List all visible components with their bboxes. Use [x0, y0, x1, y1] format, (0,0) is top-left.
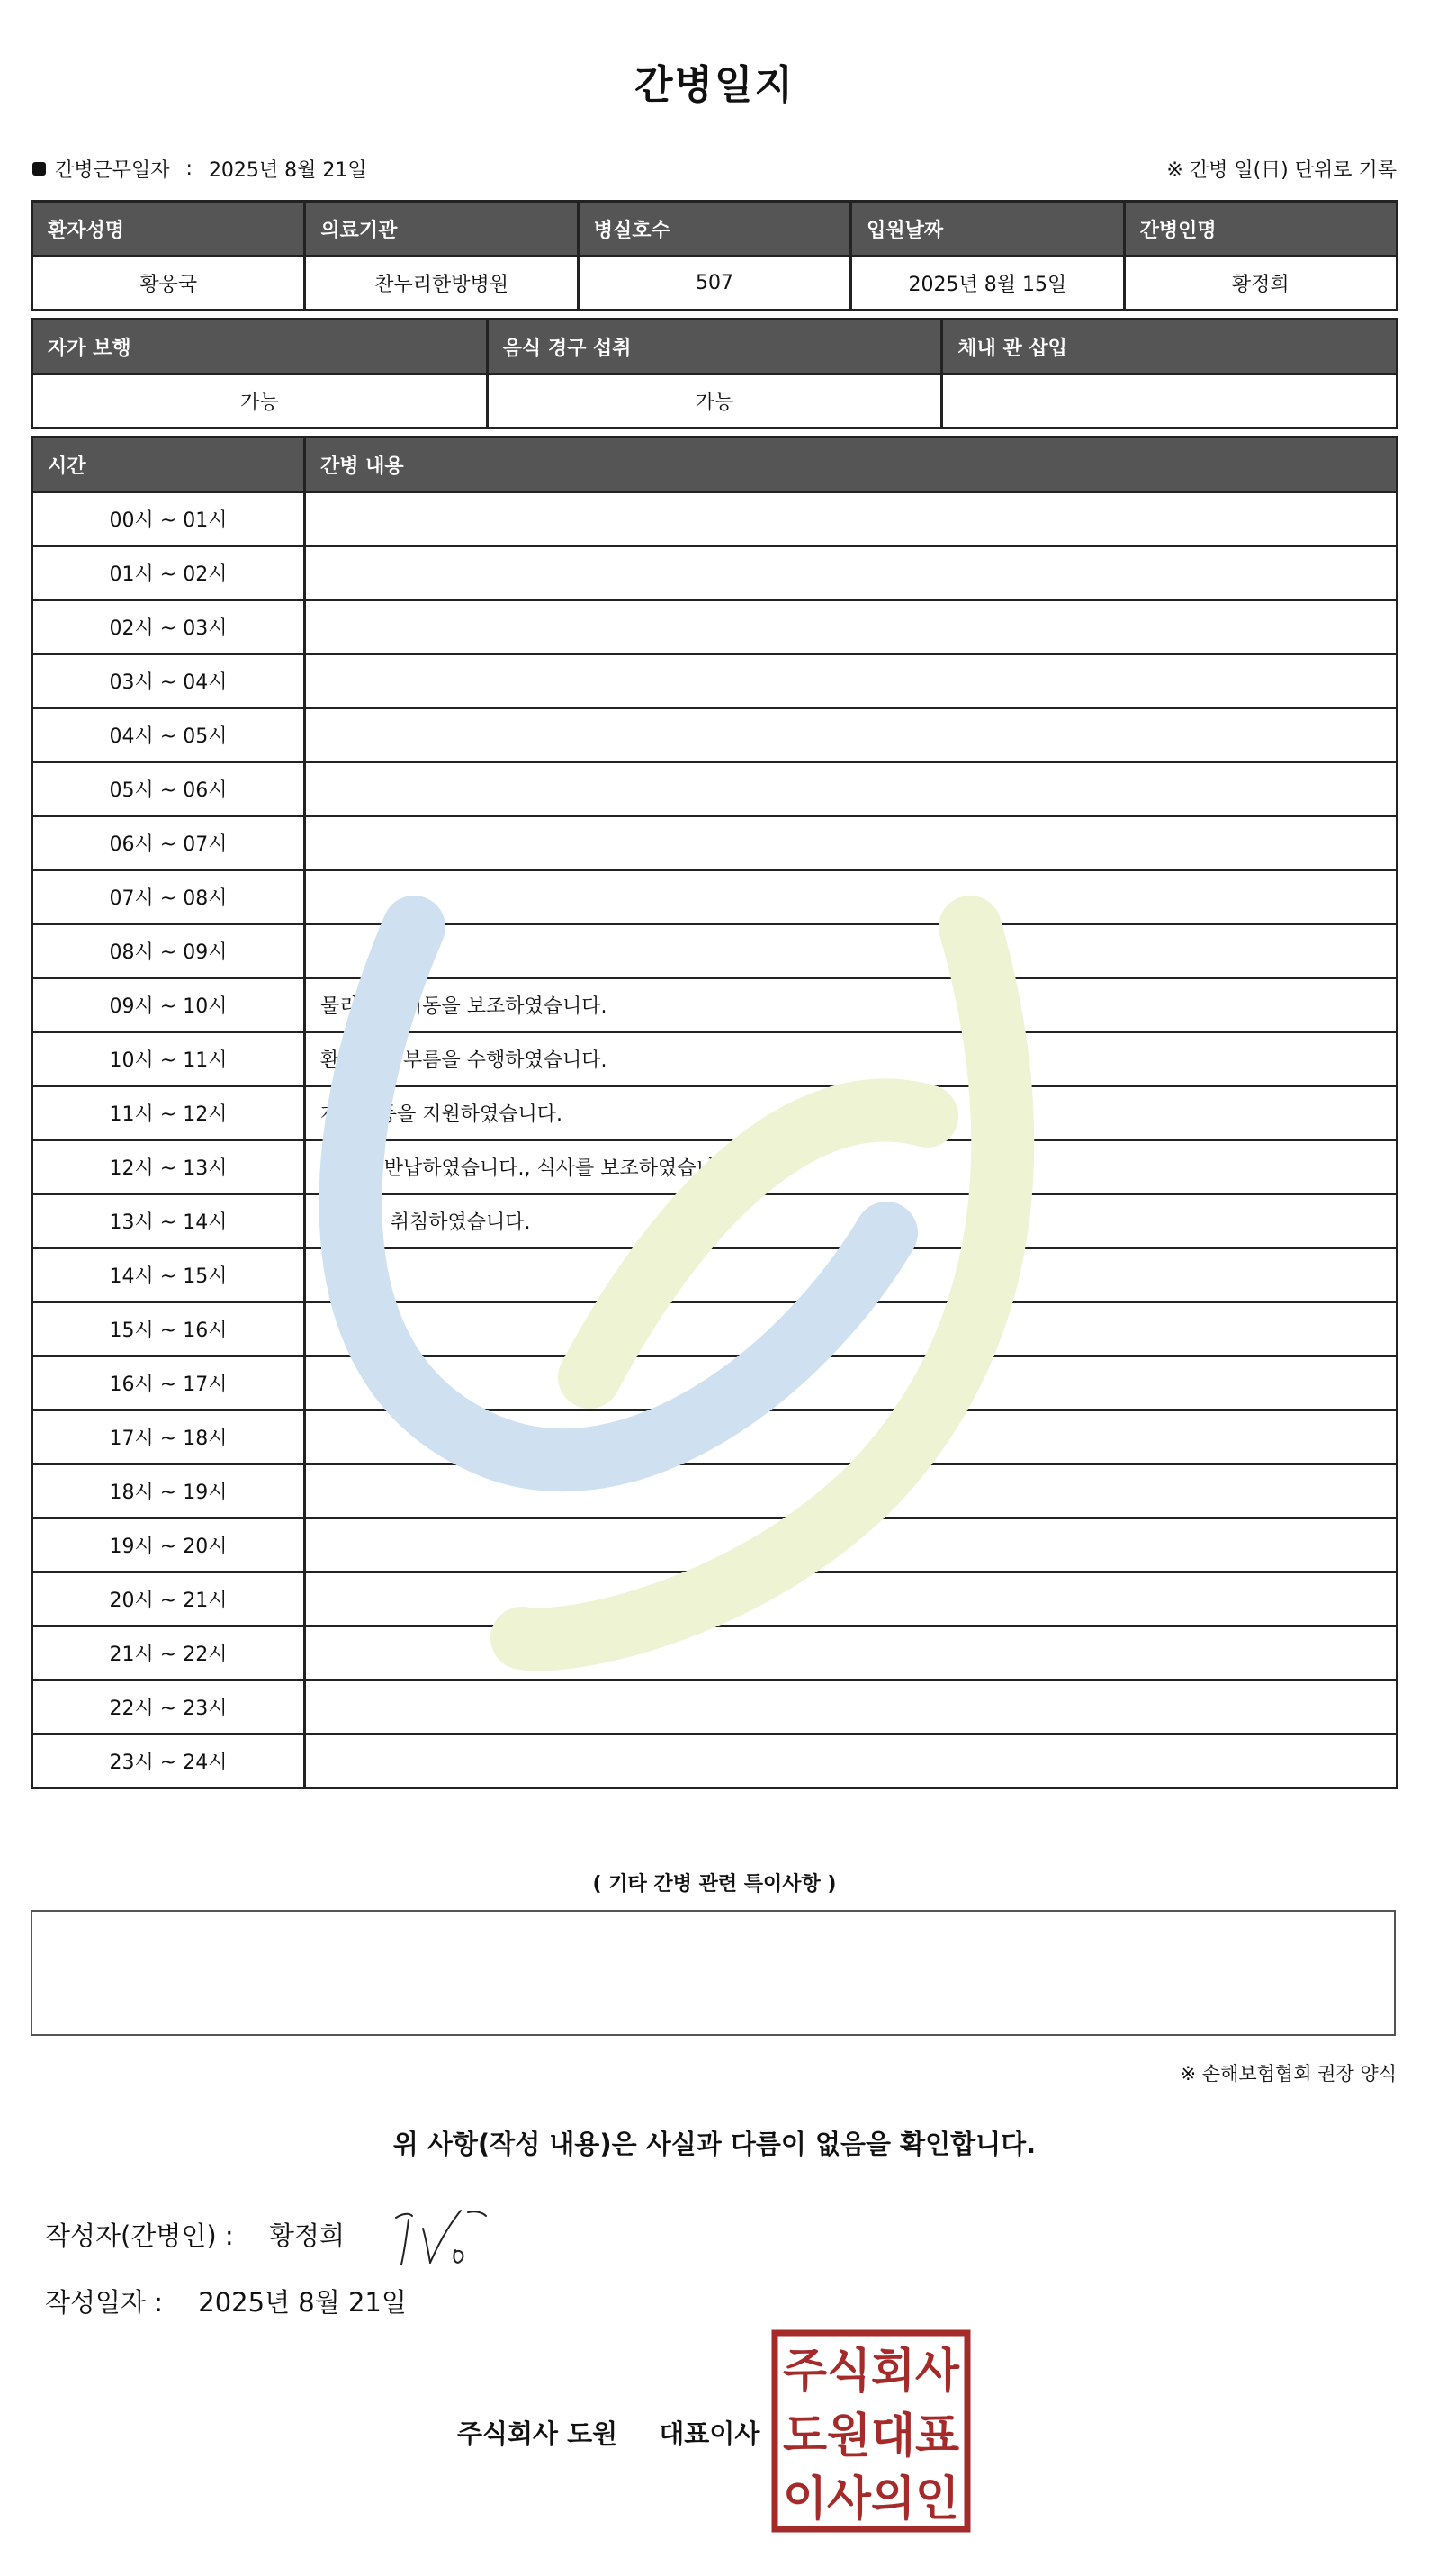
header-caregiver-name: 간병인명 [1124, 202, 1397, 257]
log-content-cell [305, 1464, 1398, 1518]
log-row [32, 870, 1398, 924]
patient-info-header-row [32, 202, 1398, 257]
record-unit-note: ※ 간병 일(日) 단위로 기록 [1166, 159, 1397, 182]
log-content-cell [305, 1356, 1398, 1410]
tube-insertion-cell [942, 374, 1398, 428]
admission-date-cell: 2025년 8월 15일 [851, 257, 1124, 311]
work-date-label: 간병근무일자 [55, 159, 170, 182]
log-time-cell: 16시 ~ 17시 [32, 1356, 305, 1410]
log-row [32, 600, 1398, 654]
written-date-value: 2025년 8월 21일 [198, 2287, 407, 2318]
writer-label: 작성자(간병인) : [45, 2220, 234, 2251]
log-time-cell: 03시 ~ 04시 [32, 654, 305, 708]
status-value-row [32, 374, 1398, 428]
log-row [32, 1356, 1398, 1410]
log-row [32, 492, 1398, 546]
log-time-cell: 11시 ~ 12시 [32, 1086, 305, 1140]
log-row [32, 546, 1398, 600]
log-time-cell: 21시 ~ 22시 [32, 1626, 305, 1680]
seal-line-1: 주식회사 [783, 2345, 960, 2399]
log-content-cell [305, 870, 1398, 924]
work-date-separator: : [185, 158, 193, 180]
work-date-line [32, 155, 367, 183]
log-time-cell: 05시 ~ 06시 [32, 762, 305, 816]
log-content-cell: 식기를 반납하였습니다., 식사를 보조하였습니다. [305, 1140, 1398, 1194]
log-row [32, 1626, 1398, 1680]
log-time-cell: 00시 ~ 01시 [32, 492, 305, 546]
log-row [32, 1248, 1398, 1302]
log-content-cell [305, 1572, 1398, 1626]
log-time-cell: 20시 ~ 21시 [32, 1572, 305, 1626]
caregiver-name-cell: 황정희 [1124, 257, 1397, 311]
log-content-cell: 재활운동을 지원하였습니다. [305, 1086, 1398, 1140]
log-time-cell: 06시 ~ 07시 [32, 816, 305, 870]
log-content-cell [305, 1410, 1398, 1464]
header-time: 시간 [32, 437, 305, 492]
log-content-cell [305, 1302, 1398, 1356]
hourly-care-log-table [31, 436, 1398, 1789]
bullet-square-icon [32, 162, 46, 176]
log-row [32, 1140, 1398, 1194]
header-care-content: 간병 내용 [305, 437, 1398, 492]
self-walking-cell: 가능 [32, 374, 488, 428]
company-line [457, 2414, 759, 2451]
log-row [32, 654, 1398, 708]
company-name: 주식회사 도원 [457, 2418, 618, 2449]
writer-line [45, 2216, 345, 2253]
log-content-cell [305, 1734, 1398, 1788]
log-time-cell: 01시 ~ 02시 [32, 546, 305, 600]
patient-status-table [31, 318, 1398, 429]
handwritten-signature [389, 2202, 488, 2274]
log-row [32, 1302, 1398, 1356]
log-content-cell [305, 600, 1398, 654]
log-body [32, 492, 1398, 1788]
log-row [32, 1086, 1398, 1140]
log-time-cell: 08시 ~ 09시 [32, 924, 305, 978]
log-content-cell: 환자의 심부름을 수행하였습니다. [305, 1032, 1398, 1086]
log-time-cell: 17시 ~ 18시 [32, 1410, 305, 1464]
company-role: 대표이사 [659, 2418, 760, 2449]
oral-intake-cell: 가능 [487, 374, 942, 428]
log-content-cell [305, 1680, 1398, 1734]
special-notes-box [31, 1910, 1396, 2036]
log-time-cell: 18시 ~ 19시 [32, 1464, 305, 1518]
header-tube-insertion: 체내 관 삽입 [942, 320, 1398, 374]
log-time-cell: 22시 ~ 23시 [32, 1680, 305, 1734]
log-content-cell: 병실 내 취침하였습니다. [305, 1194, 1398, 1248]
log-time-cell: 12시 ~ 13시 [32, 1140, 305, 1194]
log-time-cell: 04시 ~ 05시 [32, 708, 305, 762]
log-row [32, 924, 1398, 978]
log-header-row [32, 437, 1398, 492]
patient-name-cell: 황웅국 [32, 257, 305, 311]
log-content-cell [305, 816, 1398, 870]
special-notes-title: ( 기타 간병 관련 특이사항 ) [592, 1873, 837, 1896]
confirmation-statement: 위 사항(작성 내용)은 사실과 다름이 없음을 확인합니다. [392, 2129, 1037, 2159]
room-number-cell: 507 [578, 257, 850, 311]
log-row [32, 1410, 1398, 1464]
header-oral-intake: 음식 경구 섭취 [487, 320, 942, 374]
log-content-cell [305, 492, 1398, 546]
company-seal-stamp [771, 2329, 971, 2533]
header-patient-name: 환자성명 [32, 202, 305, 257]
log-time-cell: 14시 ~ 15시 [32, 1248, 305, 1302]
writer-name: 황정희 [268, 2220, 345, 2251]
seal-line-3: 이사의인 [783, 2472, 959, 2526]
association-note: ※ 손해보험협회 권장 양식 [1180, 2063, 1397, 2085]
log-content-cell [305, 546, 1398, 600]
log-content-cell [305, 708, 1398, 762]
log-row [32, 1680, 1398, 1734]
log-time-cell: 23시 ~ 24시 [32, 1734, 305, 1788]
header-medical-institution: 의료기관 [305, 202, 578, 257]
log-row [32, 1464, 1398, 1518]
log-row [32, 978, 1398, 1032]
log-content-cell [305, 762, 1398, 816]
status-header-row [32, 320, 1398, 374]
seal-line-2: 도원대표 [783, 2409, 959, 2463]
log-time-cell: 07시 ~ 08시 [32, 870, 305, 924]
log-row [32, 708, 1398, 762]
log-row [32, 1734, 1398, 1788]
document-title: 간병일지 [634, 62, 795, 108]
log-content-cell [305, 1626, 1398, 1680]
log-row [32, 1572, 1398, 1626]
log-row [32, 1518, 1398, 1572]
log-content-cell [305, 1248, 1398, 1302]
written-date-label: 작성일자 : [45, 2287, 164, 2318]
log-row [32, 1032, 1398, 1086]
log-time-cell: 02시 ~ 03시 [32, 600, 305, 654]
log-row [32, 816, 1398, 870]
log-content-cell [305, 654, 1398, 708]
log-content-cell [305, 924, 1398, 978]
medical-institution-cell: 찬누리한방병원 [305, 257, 578, 311]
log-time-cell: 19시 ~ 20시 [32, 1518, 305, 1572]
log-content-cell [305, 1518, 1398, 1572]
log-row [32, 1194, 1398, 1248]
header-admission-date: 입원날짜 [851, 202, 1124, 257]
log-time-cell: 09시 ~ 10시 [32, 978, 305, 1032]
header-self-walking: 자가 보행 [32, 320, 488, 374]
written-date-line [45, 2283, 407, 2319]
header-room-number: 병실호수 [578, 202, 850, 257]
work-date-value: 2025년 8월 21일 [208, 159, 367, 182]
patient-info-table [31, 200, 1398, 311]
patient-info-value-row [32, 257, 1398, 311]
log-content-cell: 물리치료 이동을 보조하였습니다. [305, 978, 1398, 1032]
log-time-cell: 13시 ~ 14시 [32, 1194, 305, 1248]
log-time-cell: 10시 ~ 11시 [32, 1032, 305, 1086]
log-time-cell: 15시 ~ 16시 [32, 1302, 305, 1356]
log-row [32, 762, 1398, 816]
